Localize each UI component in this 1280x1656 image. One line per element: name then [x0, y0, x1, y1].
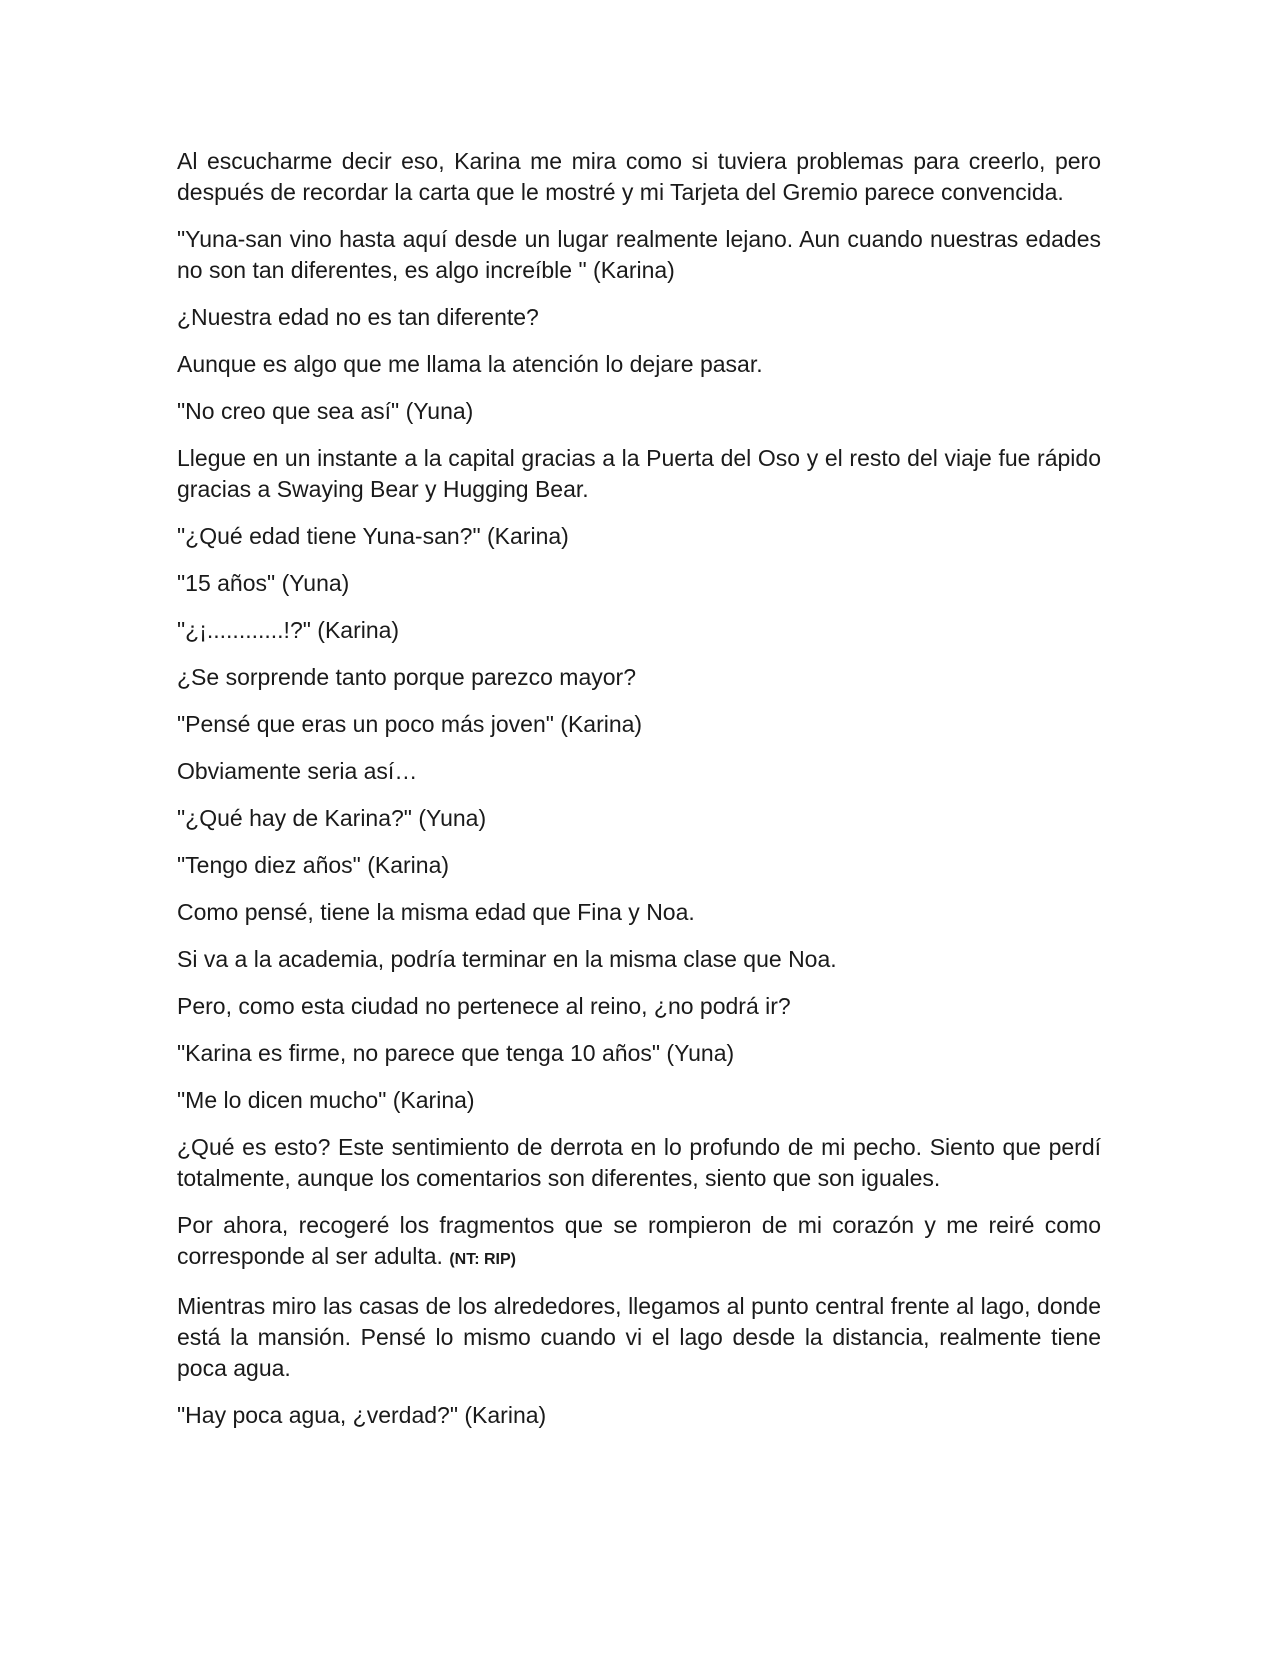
paragraph-19: "Me lo dicen mucho" (Karina) — [177, 1087, 475, 1113]
paragraph-8: "15 años" (Yuna) — [177, 570, 350, 596]
paragraph-18: "Karina es firme, no parece que tenga 10 años" (Yuna) — [177, 1040, 735, 1066]
paragraph-16: Si va a la academia, podría terminar en la misma clase que Noa. — [177, 946, 837, 972]
translator-note: (NT: RIP) — [449, 1251, 516, 1268]
paragraph-20: ¿Qué es esto? Este sentimiento de derrota en lo profundo de mi pecho. Siento que perdí totalmente, aunque los comentarios son diferentes, siento que son iguales. — [177, 1134, 1101, 1191]
paragraph-3: ¿Nuestra edad no es tan diferente? — [177, 304, 539, 330]
paragraph-6: Llegue en un instante a la capital gracias a la Puerta del Oso y el resto del viaje fue rápido gracias a Swaying Bear y Hugging Bear. — [177, 445, 1101, 502]
paragraph-15: Como pensé, tiene la misma edad que Fina y Noa. — [177, 899, 695, 925]
paragraph-13: "¿Qué hay de Karina?" (Yuna) — [177, 805, 487, 831]
paragraph-12: Obviamente seria así… — [177, 758, 418, 784]
paragraph-11: "Pensé que eras un poco más joven" (Karina) — [177, 711, 643, 737]
paragraph-1: Al escucharme decir eso, Karina me mira como si tuviera problemas para creerlo, pero después de recordar la carta que le mostré y mi Tarjeta del Gremio parece convencida. — [177, 148, 1101, 205]
paragraph-7: "¿Qué edad tiene Yuna-san?" (Karina) — [177, 523, 569, 549]
paragraph-17: Pero, como esta ciudad no pertenece al reino, ¿no podrá ir? — [177, 993, 791, 1019]
paragraph-21-text: Por ahora, recogeré los fragmentos que se rompieron de mi corazón y me reiré como corresponde al ser adulta. — [177, 1212, 1101, 1269]
paragraph-10: ¿Se sorprende tanto porque parezco mayor? — [177, 664, 636, 690]
paragraph-23: "Hay poca agua, ¿verdad?" (Karina) — [177, 1402, 547, 1428]
paragraph-14: "Tengo diez años" (Karina) — [177, 852, 450, 878]
document-page — [177, 146, 1101, 1447]
paragraph-4: Aunque es algo que me llama la atención lo dejare pasar. — [177, 351, 763, 377]
paragraph-2: "Yuna-san vino hasta aquí desde un lugar realmente lejano. Aun cuando nuestras edades no son tan diferentes, es algo increíble " (Karina) — [177, 226, 1101, 283]
paragraph-21 — [177, 1210, 1101, 1275]
paragraph-9: "¿¡............!?" (Karina) — [177, 617, 400, 643]
paragraph-5: "No creo que sea así" (Yuna) — [177, 398, 474, 424]
paragraph-22: Mientras miro las casas de los alrededores, llegamos al punto central frente al lago, donde está la mansión. Pensé lo mismo cuando vi el lago desde la distancia, realmente tiene poca agua. — [177, 1293, 1101, 1381]
